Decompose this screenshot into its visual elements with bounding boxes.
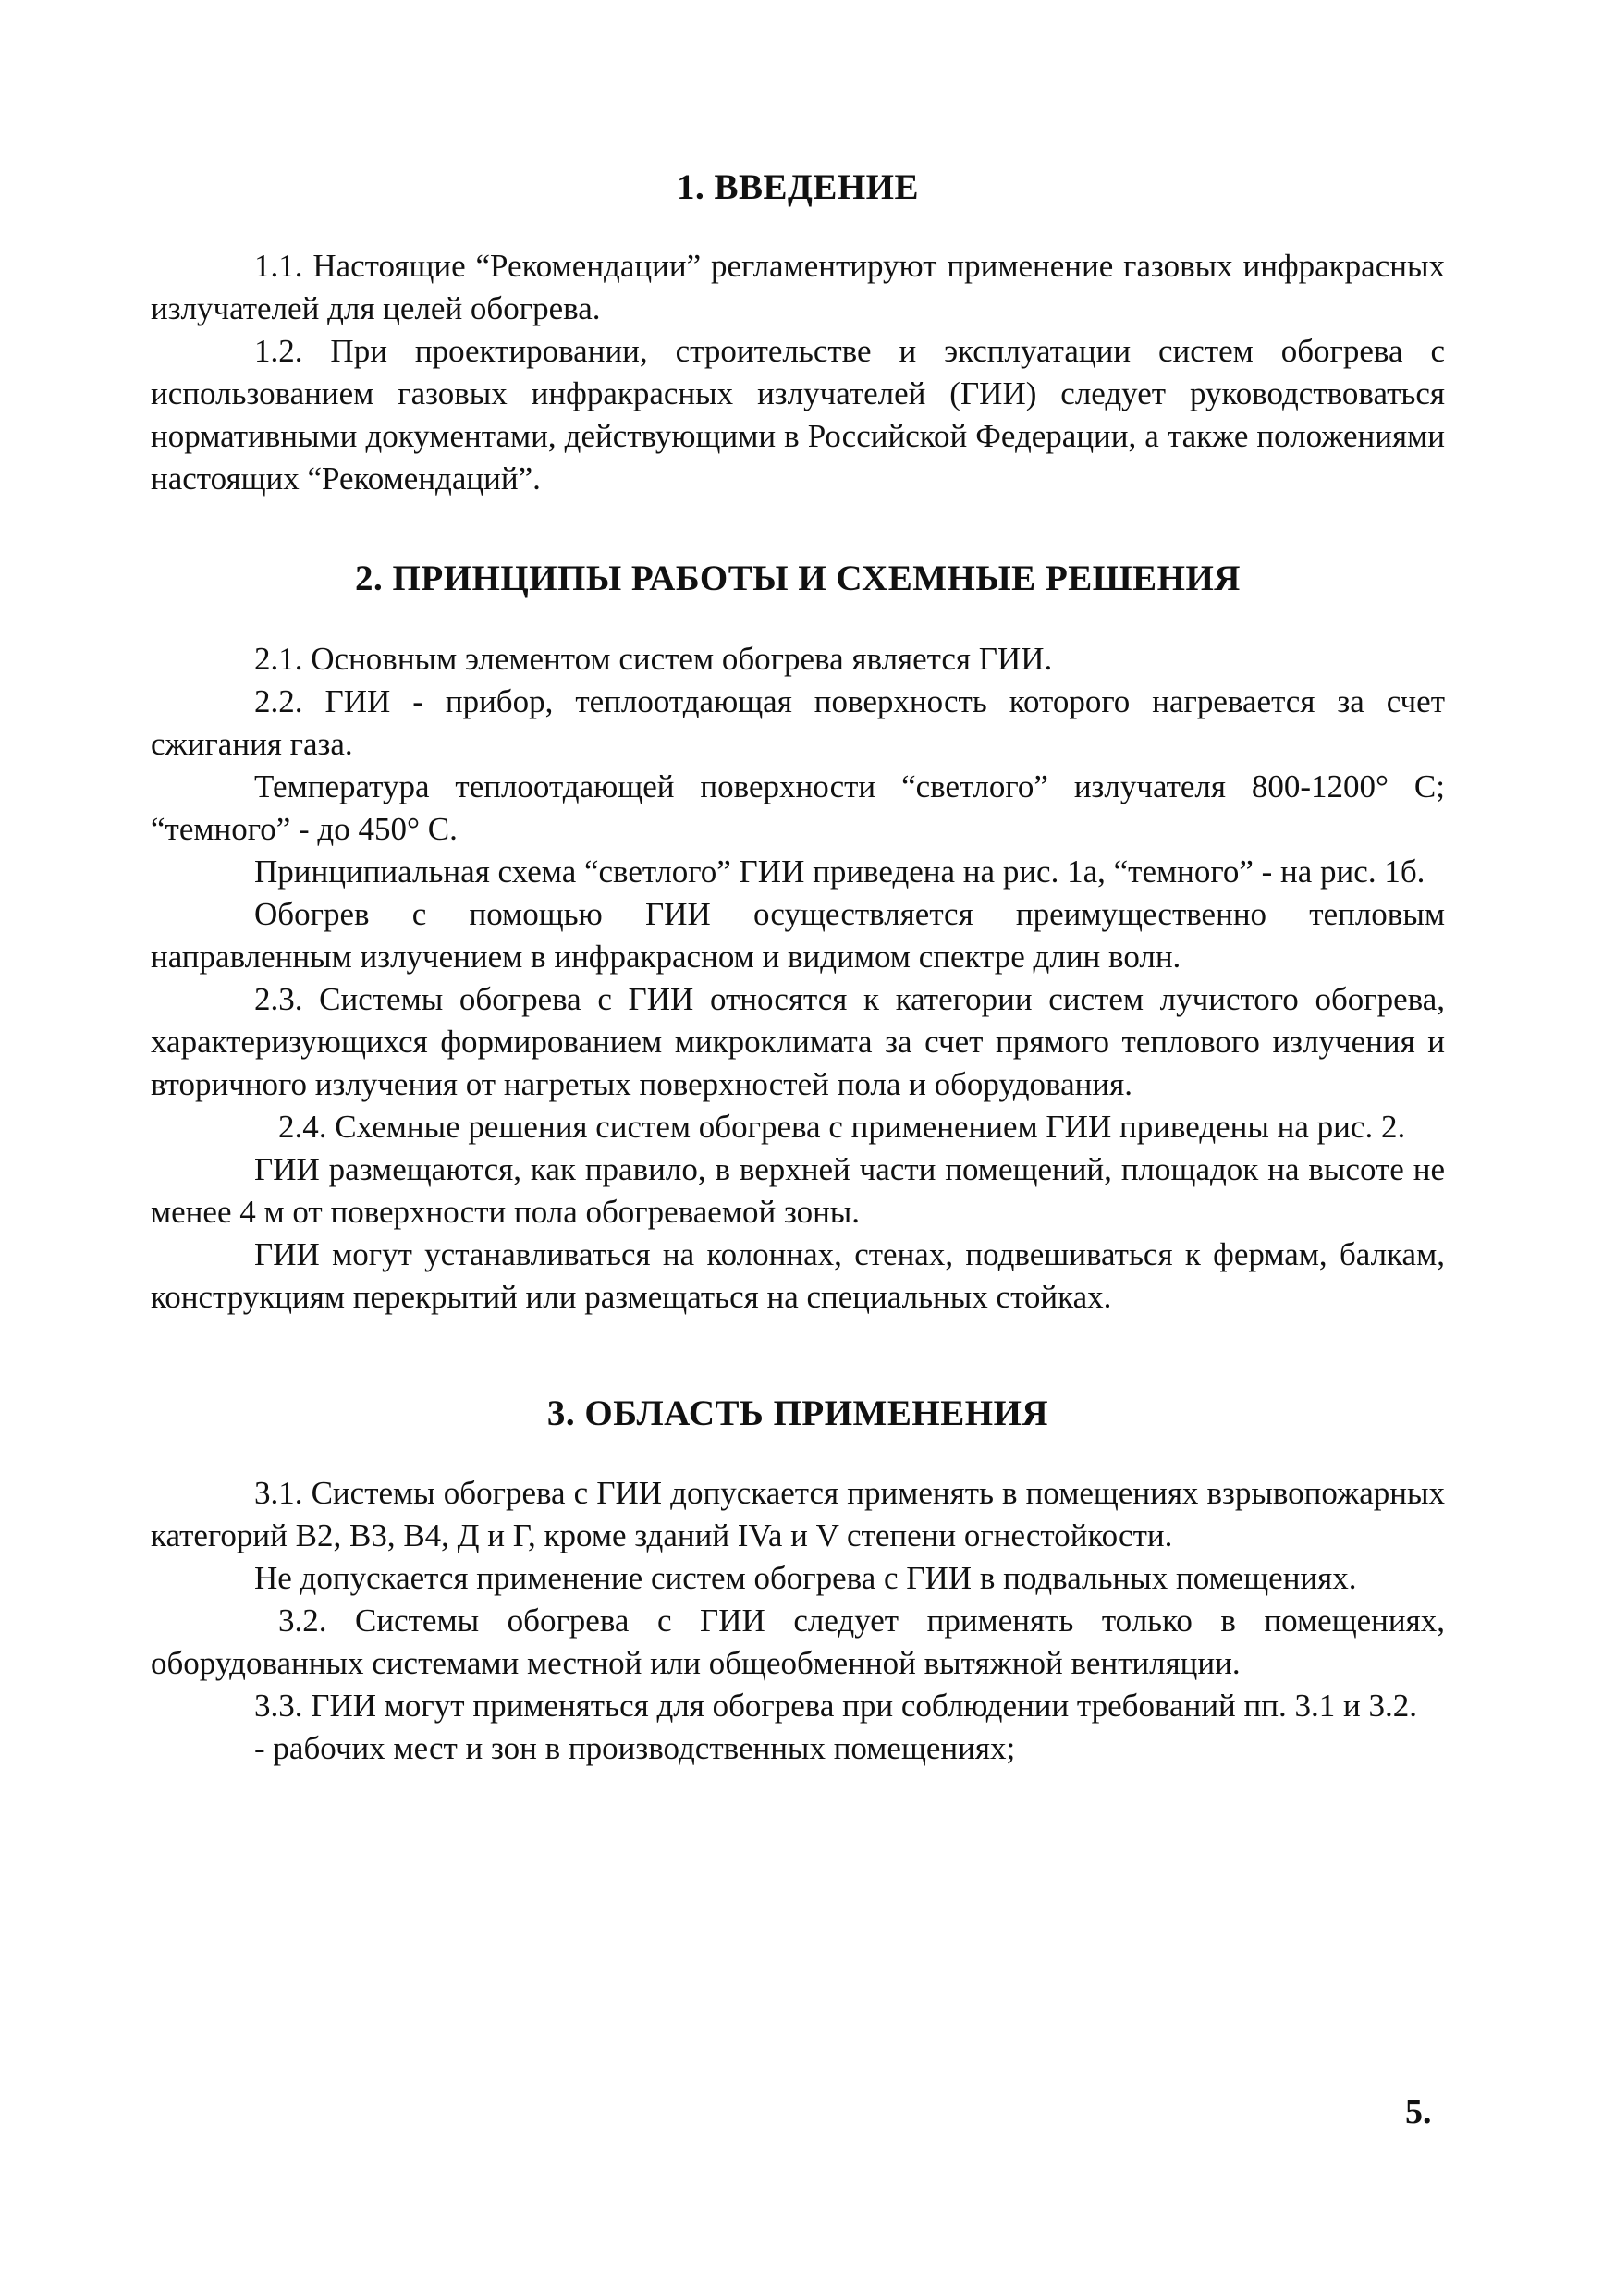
page-number: 5. — [1405, 2093, 1432, 2131]
paragraph-1-1: 1.1. Настоящие “Рекомендации” регламентируют применение газовых инфракрасных излучателей для целей обогрева. — [151, 247, 1445, 326]
page-content — [151, 166, 1445, 1770]
section-title-principles: 2. ПРИНЦИПЫ РАБОТЫ И СХЕМНЫЕ РЕШЕНИЯ — [355, 558, 1241, 598]
section-title-scope: 3. ОБЛАСТЬ ПРИМЕНЕНИЯ — [546, 1393, 1049, 1433]
list-item-workplaces: - рабочих мест и зон в производственных помещениях; — [254, 1730, 1016, 1767]
paragraph-1-2: 1.2. При проектировании, строительстве и эксплуатации систем обогрева с использованием газовых инфракрасных излучателей (ГИИ) следует руководствоваться нормативными документами, действующими в Российской Федерации, а также положениями настоящих “Рекомендаций”. — [151, 332, 1445, 497]
paragraph-heating-method: Обогрев с помощью ГИИ осуществляется преимущественно тепловым направленным излучением в инфракрасном и видимом спектре длин волн. — [151, 895, 1445, 975]
paragraph-2-4: 2.4. Схемные решения систем обогрева с применением ГИИ приведены на рис. 2. — [278, 1108, 1406, 1145]
section-title-introduction: 1. ВВЕДЕНИЕ — [676, 167, 920, 207]
paragraph-3-3: 3.3. ГИИ могут применяться для обогрева при соблюдении требований пп. 3.1 и 3.2. — [254, 1688, 1417, 1725]
paragraph-mounting: ГИИ могут устанавливаться на колоннах, стенах, подвешиваться к фермам, балкам, конструкциям перекрытий или размещаться на специальных стойках. — [151, 1235, 1445, 1315]
paragraph-2-2: 2.2. ГИИ - прибор, теплоотдающая поверхность которого нагревается за счет сжигания газа. — [151, 682, 1445, 762]
paragraph-2-1: 2.1. Основным элементом систем обогрева является ГИИ. — [254, 640, 1053, 677]
paragraph-3-1: 3.1. Системы обогрева с ГИИ допускается применять в помещениях взрывопожарных категорий В2, В3, В4, Д и Г, кроме зданий IVa и V степени огнестойкости. — [151, 1475, 1445, 1554]
paragraph-placement: ГИИ размещаются, как правило, в верхней части помещений, площадок на высоте не менее 4 м от поверхности пола обогреваемой зоны. — [151, 1150, 1445, 1230]
paragraph-2-3: 2.3. Системы обогрева с ГИИ относятся к категории систем лучистого обогрева, характеризующихся формированием микроклимата за счет прямого теплового излучения и вторичного излучения от нагретых поверхностей пола и оборудования. — [151, 980, 1445, 1102]
paragraph-3-2: 3.2. Системы обогрева с ГИИ следует применять только в помещениях, оборудованных системами местной или общеобменной вытяжной вентиляции. — [151, 1602, 1445, 1682]
paragraph-temperature: Температура теплоотдающей поверхности “светлого” излучателя 800-1200° С; “темного” - до 450° С. — [151, 767, 1445, 847]
paragraph-basement-restriction: Не допускается применение систем обогрева с ГИИ в подвальных помещениях. — [254, 1560, 1357, 1597]
paragraph-schematic: Принципиальная схема “светлого” ГИИ приведена на рис. 1а, “темного” - на рис. 1б. — [254, 853, 1425, 890]
